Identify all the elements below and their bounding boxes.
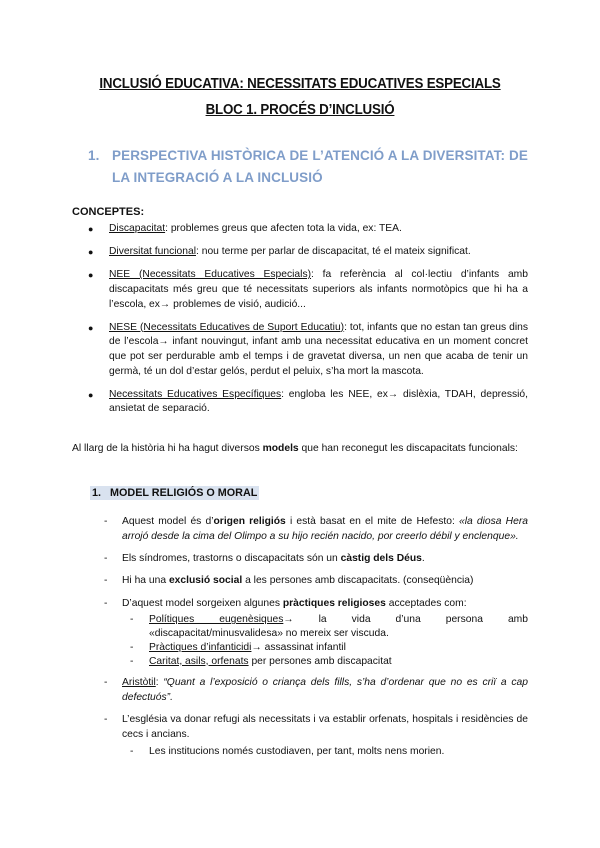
concept-text: : nou terme per parlar de discapacitat, té el mateix significat.: [196, 246, 471, 258]
dash-marker: -: [130, 614, 134, 626]
point-text: Hi ha una: [122, 575, 169, 587]
concept-term: Necessitats Educatives Específiques: [109, 388, 282, 400]
model-number: 1.: [92, 487, 102, 499]
dash-marker: -: [104, 677, 108, 689]
point-text: .: [421, 552, 425, 564]
dash-marker: -: [130, 641, 134, 653]
list-item: [88, 388, 528, 417]
concept-term: Diversitat funcional: [109, 246, 196, 258]
point-term: Aristòtil: [122, 677, 156, 689]
list-item: [88, 245, 528, 260]
section-heading: [90, 145, 528, 189]
practice-text: → assassinat infantil: [251, 641, 346, 653]
list-item: [88, 222, 528, 237]
point-bold: exclusió social: [168, 575, 243, 587]
sub-list-item: [122, 745, 528, 759]
intro-paragraph: [72, 442, 527, 457]
practice-term: Caritat, asils, orfenats: [149, 655, 249, 667]
bullet-icon: ●: [88, 224, 94, 234]
point-bold: càstig dels Déus: [340, 552, 422, 564]
list-item: [104, 552, 528, 567]
point-text: a les persones amb discapacitats. (conseqüència): [242, 575, 474, 587]
practice-text: → la vida d’una persona amb «discapacitat/minusvalidesa» no mereix ser viscuda.: [149, 614, 528, 640]
list-item: [104, 597, 528, 669]
list-item: [104, 676, 528, 705]
point-text: L’església va donar refugi als necessitats i va establir orfenats, hospitals i residències de cecs i ancians.: [122, 714, 528, 740]
document-title: INCLUSIÓ EDUCATIVA: NECESSITATS EDUCATIVES ESPECIALS: [99, 76, 501, 92]
list-item: [104, 574, 528, 589]
point-quote: «la diosa Hera arrojó desde la cima del Olimpo a su hijo recién nacido, por creerlo débil y enclenque».: [122, 516, 528, 542]
bullet-icon: ●: [88, 322, 94, 333]
point-text: acceptades com:: [385, 597, 467, 609]
point-text: D’aquest model sorgeixen algunes: [122, 597, 283, 609]
list-item: [88, 321, 528, 379]
dash-marker: -: [104, 516, 108, 527]
practices-sublist: [122, 613, 528, 668]
concept-term: NESE (Necessitats Educatives de Suport Educatiu): [109, 321, 345, 333]
point-bold: origen religiós: [213, 516, 286, 527]
concept-term: NEE (Necessitats Educatives Especials): [109, 269, 312, 281]
concepts-list: [88, 222, 528, 426]
point-bold: pràctiques religioses: [282, 597, 386, 609]
dash-marker: -: [104, 597, 108, 609]
list-item: [104, 515, 528, 544]
model-heading: [90, 487, 259, 499]
concept-text: : fa referència al col·lectiu d’infants amb discapacitats més greu que té necessitats superiors als infants normotòpics que hi ha a l’escola, ex→ problemes de visió, audició...: [109, 269, 528, 310]
concept-text: : tot, infants que no estan tan greus dins de l’escola→ infant nouvingut, infant amb una necessitat educativa en un moment concret que pot ser perdurable amb el temps i de gravetat diversa, un nen que acaba de tenir un germà, té un dol d’estar gelós, perdut el peluix, s’ha mort la mascota.: [109, 321, 528, 377]
model-points-list: [104, 515, 528, 766]
point-text: i està basat en el mite de Hefesto:: [285, 516, 459, 527]
practice-term: Polítiques eugenèsiques: [149, 614, 284, 626]
bullet-icon: ●: [88, 247, 94, 258]
dash-marker: -: [130, 655, 134, 667]
conceptes-label: CONCEPTES:: [72, 206, 145, 218]
model-heading-text: MODEL RELIGIÓS O MORAL: [110, 487, 258, 499]
model-heading-highlight: [90, 486, 259, 500]
dash-marker: -: [130, 745, 134, 757]
bullet-icon: ●: [88, 270, 94, 281]
point-text: :: [155, 677, 164, 689]
intro-bold: models: [262, 443, 299, 454]
dash-marker: -: [104, 714, 108, 726]
dash-marker: -: [104, 552, 108, 564]
intro-text: Al llarg de la història hi ha hagut diversos: [72, 443, 263, 454]
concept-text: : problemes greus que afecten tota la vida, ex: TEA.: [165, 223, 402, 234]
list-item: [104, 713, 528, 758]
sub-point-text: Les institucions només custodiaven, per tant, molts nens morien.: [149, 745, 445, 757]
intro-text-end: que han reconegut les discapacitats funcionals:: [298, 443, 518, 454]
point-text: Els síndromes, trastorns o discapacitats són un: [122, 552, 341, 564]
concept-text: : engloba les NEE, ex→ dislèxia, TDAH, depressió, ansietat de separació.: [109, 388, 528, 415]
list-item: [88, 268, 528, 312]
dash-marker: -: [104, 575, 108, 587]
practice-text: per persones amb discapacitat: [248, 655, 392, 667]
practice-term: Pràctiques d’infanticidi: [149, 641, 252, 653]
sub-list-item: [122, 655, 528, 669]
document-subtitle: BLOC 1. PROCÉS D’INCLUSIÓ: [205, 102, 395, 118]
sub-list-item: [122, 613, 528, 641]
section-number: 1.: [88, 148, 100, 163]
bullet-icon: ●: [88, 389, 94, 400]
sub-list-item: [122, 641, 528, 655]
point-text: Aquest model és d’: [122, 516, 214, 527]
section-heading-text: PERSPECTIVA HISTÒRICA DE L’ATENCIÓ A LA DIVERSITAT: DE LA INTEGRACIÓ A LA INCLUSIÓ: [112, 148, 528, 185]
concept-term: Discapacitat: [109, 223, 166, 234]
point-quote: “Quant a l’exposició o criança dels fills, s’ha d’ordenar que no es criï a cap defectuós”.: [122, 677, 528, 703]
church-sublist: [122, 745, 528, 759]
